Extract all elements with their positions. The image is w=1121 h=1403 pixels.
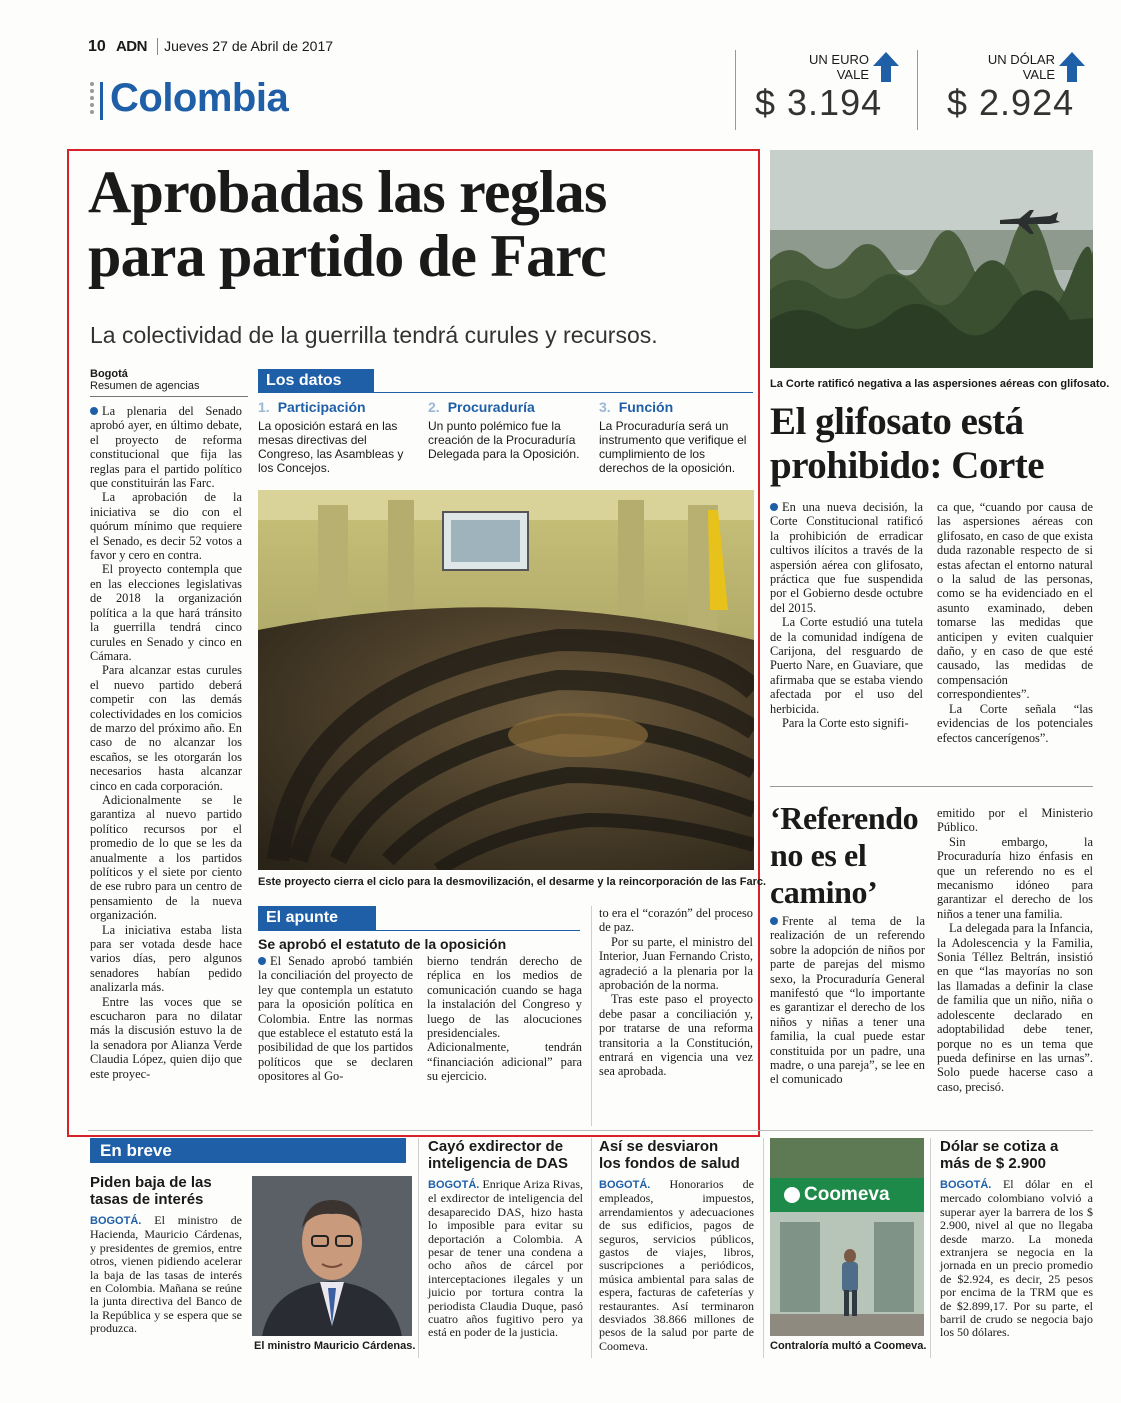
dollar-value: $ 2.924 — [947, 82, 1075, 123]
breve-5-title: Dólar se cotiza a más de $ 2.900 — [940, 1138, 1059, 1172]
issue-date: Jueves 27 de Abril de 2017 — [164, 38, 334, 54]
congress-photo — [258, 490, 754, 870]
byline-location: Bogotá — [90, 368, 128, 380]
referendo-headline: ‘Referendo no es el camino’ — [770, 800, 919, 910]
breve-5-text: BOGOTÁ. El dólar en el mercado colombiano volvió a superar ayer la barrera de los $ 2.900, nivel al que no llegaba desde marzo. La moneda extranjera se negocia en la jornada en un precio promedio de $2.924, es decir, 25 pesos por encima de la TRM que es de $2.899,17. Por su parte, el barril de crudo se negocia bajo los 50 dólares. — [940, 1177, 1094, 1340]
breve-2-title: Cayó exdirector de inteligencia de DAS — [428, 1138, 569, 1172]
coomeva-sign: Coomeva — [804, 1184, 890, 1205]
glifosato-col-1: En una nueva decisión, la Corte Constitucional ratificó la prohibición de erradicar cultivos ilícitos a través de la aspersión aérea con glifosato, práctica que fue suspendida por el Gobierno desde octubre del 2015. La Corte estudió una tutela de la comunidad indígena de Carijona, del resguardo de Puerto Nare, en Guaviare, que afirmaba que se estaba viendo afectada por el uso del herbicida. Para la Corte esto signifi- — [770, 500, 923, 731]
minister-photo-caption: El ministro Mauricio Cárdenas. — [254, 1340, 416, 1352]
dollar-widget: UN DÓLAR VALE $ 2.924 — [925, 50, 1087, 130]
bullet-icon — [770, 503, 778, 511]
main-body-column-4: to era el “corazón” del proceso de paz. Por su parte, el ministro del Interior, Juan Fernando Cristo, agradeció a la plenaria por la aprobación de la norma. Tras este paso el proyecto debe pasar a conciliación y, por tratarse de una reforma transitoria a la Constitución, entrará en vigencia una vez sea aprobada. — [599, 906, 753, 1079]
jungle-photo — [770, 150, 1093, 368]
coomeva-logo-icon — [784, 1187, 800, 1203]
main-headline: Aprobadas las reglas para partido de Farc — [88, 159, 607, 289]
en-breve-tab: En breve — [90, 1138, 406, 1163]
bullet-icon — [770, 917, 778, 925]
glifosato-col-2: ca que, “cuando por causa de las aspersiones aéreas con glifosato, en caso de que exista duda razonable respecto de si estas afectan el entorno natural o la salud de las personas, como se ha evidenciado en el asunto examinado, deben tomarse las medidas que anticipen y eviten cualquier daño, y en caso de que esté causado, las medidas de compensación correspondientes”. La Corte señala “las evidencias de los potenciales efectos cancerígenos”. — [937, 500, 1093, 745]
section-dots-icon — [90, 82, 94, 116]
bullet-icon — [90, 407, 98, 415]
page-number: 10 — [88, 38, 106, 55]
arrow-up-icon — [1059, 52, 1085, 82]
coomeva-photo — [770, 1138, 924, 1336]
euro-value: $ 3.194 — [755, 82, 883, 123]
section-title: Colombia — [110, 76, 289, 120]
byline-source: Resumen de agencias — [90, 380, 200, 392]
apunte-col-1: El Senado aprobó también la conciliación del proyecto de ley que contempla un estatuto para la oposición política en Colombia. Entre las normas que establece el estatuto está la posibilidad de que los partidos políticos que se declaren opositores al Go- — [258, 954, 413, 1084]
apunte-col-2: bierno tendrán derecho de réplica en los medios de comunicación cuando se haga la instalación del Congreso y luego de las alocuciones presidenciales. Adicionalmente, tendrán “financiación adicional” para su ejercicio. — [427, 954, 582, 1084]
euro-widget: UN EURO VALE $ 3.194 — [745, 50, 907, 130]
apunte-tab: El apunte — [258, 906, 376, 930]
breve-1-title: Piden baja de las tasas de interés — [90, 1174, 212, 1208]
breve-2-text: BOGOTÁ. Enrique Ariza Rivas, el exdirector de inteligencia del desaparecido DAS, hizo hasta lo imposible para evitar su deportación a Colombia. A pesar de tener una condena a ocho años de cárcel por interceptaciones ilegales y un juicio por tortura contra la periodista Claudia Duque, pasó cuatro años fugitivo pero ya está en poder de la justicia. — [428, 1177, 584, 1340]
datos-tab: Los datos — [258, 369, 374, 392]
byline — [90, 368, 250, 392]
coomeva-photo-caption: Contraloría multó a Coomeva. — [770, 1340, 927, 1352]
minister-photo — [252, 1176, 412, 1336]
jungle-photo-caption: La Corte ratificó negativa a las aspersiones aéreas con glifosato. — [770, 378, 1110, 390]
glifosato-headline: El glifosato está prohibido: Corte — [770, 400, 1045, 487]
brand-logo: ADN — [115, 38, 147, 55]
datos-item-2: 2. Procuraduría Un punto polémico fue la creación de la Procuraduría Delegada para la Oposición. — [428, 399, 580, 461]
congress-photo-caption: Este proyecto cierra el ciclo para la desmovilización, el desarme y la reincorporación de las Farc. — [258, 876, 767, 888]
breve-3-title: Así se desviaron los fondos de salud — [599, 1138, 740, 1172]
apunte-title: Se aprobó el estatuto de la oposición — [258, 936, 507, 952]
datos-item-3: 3. Función La Procuraduría será un instrumento que verifique el cumplimiento de los derechos de la oposición. — [599, 399, 747, 475]
referendo-col-1: Frente al tema de la realización de un referendo sobre la adopción de niños por parte de parejas del mismo sexo, la Procuraduría General manifestó que “lo importante es garantizar el derecho de los niños y niñas a tener una familia, la cual puede estar constituida por un padre, una madre, o una pareja”, se lee en el comunicado — [770, 914, 925, 1087]
breve-3-text: BOGOTÁ. Honorarios de empleados, impuestos, arrendamientos y adecuaciones de sus edificios, pagos de seguros, servicios públicos, gastos de viajes, libros, suscripciones a periódicos, música ambiental para salas de espera, facturas de cafeterías y restaurantes. Así terminaron desviados 38.866 millones de pesos de la salud por parte de Coomeva. — [599, 1177, 754, 1353]
arrow-up-icon — [873, 52, 899, 82]
main-body-column: La plenaria del Senado aprobó ayer, en último debate, el proyecto de reforma constitucional que fija las reglas para el partido político que constituirán las Farc. La aprobación de la iniciativa se dio con el quórum mínimo que requiere el Senado, es decir 52 votos a favor y cero en contra. El proyecto contempla que en las elecciones legislativas de 2018 la organización política a la que hará tránsito la guerrilla tendrá cinco curules en Senado y cinco en Cámara. Para alcanzar estas curules el nuevo partido deberá competir con las demás colectividades en los comicios de marzo del próximo año. En caso de no alcanzar los escaños, se les otorgarán los necesarios hasta alcanzar cinco en cada corporación. Adicionalmente se le garantiza al nuevo partido político recursos por el promedio de lo que se les da anualmente a los partidos políticos y el siete por ciento de ese rubro para un centro de pensamiento de la nueva organización. La iniciativa estaba lista para ser votada desde hace varios días, pero algunos senadores habían pedido analizarla más. Entre las voces que se escucharon para no dilatar más la discusión estuvo la de la senadora por Alianza Verde Claudia López, quien dijo que este proyec- — [90, 404, 242, 1081]
main-subheadline: La colectividad de la guerrilla tendrá curules y recursos. — [90, 322, 658, 348]
referendo-col-2: emitido por el Ministerio Público. Sin embargo, la Procuraduría hizo énfasis en que un referendo no es el mecanismo idóneo para garantizar el derecho de los niños a tener una familia. La delegada para la Infancia, la Adolescencia y la Familia, Sonia Téllez Beltrán, insistió en que “las mayorías no son las llamadas a definir la clase de familia que un niño, niña o adolescente declarado en adoptabilidad debe tener, porque no es un tema que pueda definirse en las urnas”. Solo puede hacerse caso a caso, precisó. — [937, 806, 1093, 1094]
page-header — [88, 38, 348, 58]
datos-item-1: 1. Participación La oposición estará en las mesas directivas del Congreso, las Asambleas y los Concejos. — [258, 399, 404, 475]
breve-1-text: BOGOTÁ. El ministro de Hacienda, Mauricio Cárdenas, y presidentes de gremios, entre otros, vienen pidiendo acelerar la baja de las tasas de interés en Colombia. Mañana se reúne la junta directiva del Banco de la República y se espera que se produzca. — [90, 1213, 242, 1336]
bullet-icon — [258, 957, 266, 965]
